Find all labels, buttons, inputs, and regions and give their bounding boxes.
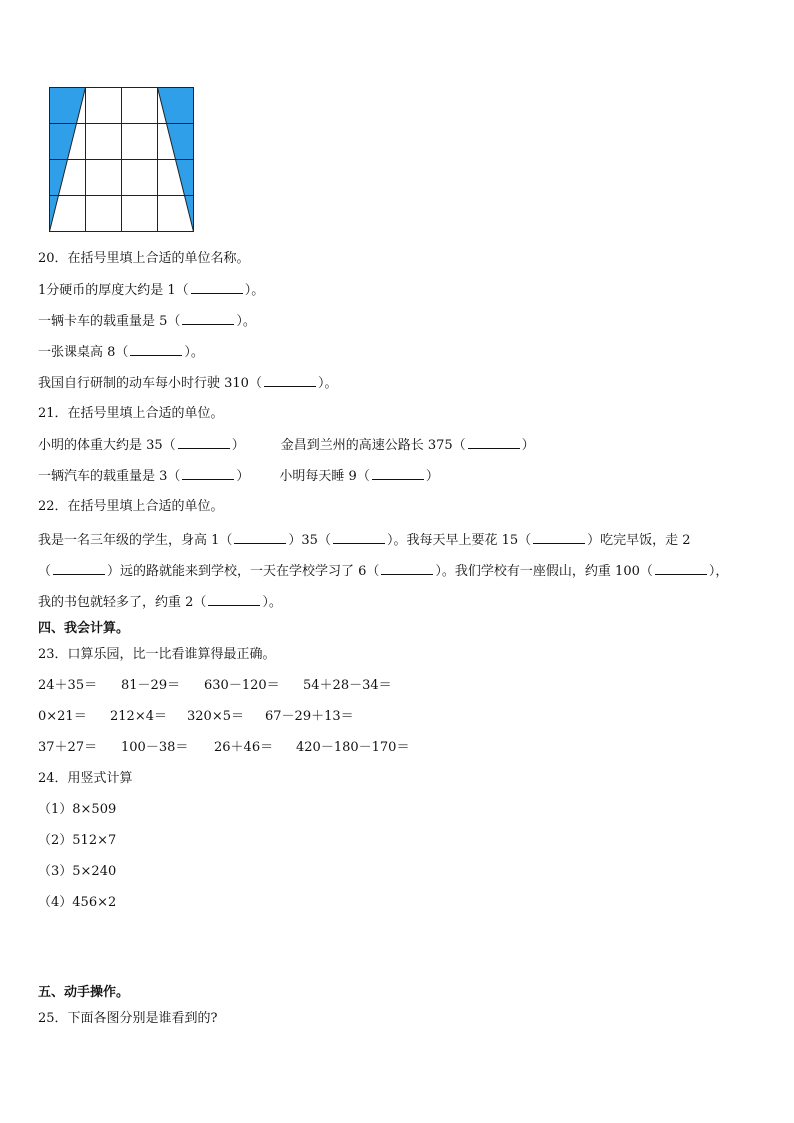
q21-title: 21．在括号里填上合适的单位。	[38, 406, 224, 421]
q23-row-2	[38, 709, 354, 725]
calc-item: 81－29＝	[121, 678, 181, 693]
q21-item-1-text: 小明的体重大约是 35（	[38, 438, 176, 453]
calc-item: 212×4＝	[110, 709, 167, 724]
q21-item-3-end: ）	[236, 469, 250, 484]
q22-text: ）远的路就能来到学校，一天在学校学习了 6（	[107, 564, 380, 579]
q20-item-3-end: ）。	[184, 345, 204, 360]
answer-blank[interactable]	[234, 532, 286, 544]
q20-item-1-text: 1分硬币的厚度大约是 1（	[38, 283, 189, 298]
q20-title: 20．在括号里填上合适的单位名称。	[38, 251, 250, 266]
calc-item: 67－29＋13＝	[265, 709, 354, 724]
q22-text: ），	[708, 564, 729, 579]
q22-text: 我的书包就轻多了，约重 2（	[38, 595, 207, 610]
section-5-heading: 五、动手操作。	[38, 985, 130, 1000]
calc-item: 24＋35＝	[38, 678, 98, 693]
calc-item: 0×21＝	[38, 709, 87, 724]
q22-text: ）。我们学校有一座假山，约重 100（	[435, 564, 653, 579]
q22-text: ）。我每天早上要花 15（	[386, 533, 532, 548]
calc-item: 630－120＝	[204, 678, 280, 693]
q21-item-3-text: 一辆汽车的载重量是 3（	[38, 469, 181, 484]
calc-item: 100－38＝	[121, 740, 189, 755]
q22-line-1	[38, 532, 691, 549]
q21-item-4-text: 小明每天睡 9（	[279, 469, 370, 484]
section-4-heading: 四、我会计算。	[38, 621, 130, 636]
q22-text: （	[38, 564, 52, 579]
calc-item: 26＋46＝	[214, 740, 274, 755]
q20-item-2	[38, 313, 256, 330]
answer-blank[interactable]	[182, 313, 234, 325]
q21-item-2-end: ）	[521, 438, 535, 453]
q20-item-1-end: ）。	[244, 283, 265, 298]
answer-blank[interactable]	[264, 375, 316, 387]
q22-text: 我是一名三年级的学生，身高 1（	[38, 533, 233, 548]
answer-blank[interactable]	[53, 563, 105, 575]
answer-blank[interactable]	[178, 437, 230, 449]
q25-title: 25．下面各图分别是谁看到的?	[38, 1011, 218, 1026]
q21-item-4-end: ）	[425, 469, 439, 484]
q20-item-3-text: 一张课桌高 8（	[38, 345, 129, 360]
answer-blank[interactable]	[655, 563, 707, 575]
q20-item-4	[38, 375, 337, 392]
q21-item-2-text: 金昌到兰州的高速公路长 375（	[280, 438, 466, 453]
calc-item: 37＋27＝	[38, 740, 98, 755]
q22-title: 22．在括号里填上合适的单位。	[38, 499, 224, 514]
q20-item-2-end: ）。	[236, 314, 256, 329]
q20-item-4-end: ）。	[317, 376, 338, 391]
q21-item-1-end: ）	[231, 438, 245, 453]
q23-row-1	[38, 678, 392, 694]
answer-blank[interactable]	[468, 437, 520, 449]
q24-item-3: （3）5×240	[38, 864, 117, 879]
answer-blank[interactable]	[381, 563, 433, 575]
answer-blank[interactable]	[191, 282, 243, 294]
q20-item-4-text: 我国自行研制的动车每小时行驶 310（	[38, 376, 262, 391]
answer-blank[interactable]	[130, 344, 182, 356]
q22-line-3	[38, 594, 282, 611]
q22-text: ）。	[262, 595, 282, 610]
q24-item-2: （2）512×7	[38, 833, 117, 848]
answer-blank[interactable]	[533, 532, 585, 544]
q24-item-1: （1）8×509	[38, 802, 117, 817]
q20-item-3	[38, 344, 204, 361]
q22-text: ）吃完早饭，走 2	[587, 533, 691, 548]
q22-line-2	[38, 563, 728, 580]
answer-blank[interactable]	[208, 594, 260, 606]
q21-row-2	[38, 468, 439, 485]
q24-item-4: （4）456×2	[38, 895, 117, 910]
grid-figure	[49, 87, 195, 233]
answer-blank[interactable]	[333, 532, 385, 544]
answer-blank[interactable]	[182, 468, 234, 480]
q20-item-2-text: 一辆卡车的载重量是 5（	[38, 314, 181, 329]
q21-row-1	[38, 437, 535, 454]
calc-item: 54＋28－34＝	[303, 678, 392, 693]
q20-item-1	[38, 282, 264, 299]
q24-title: 24．用竖式计算	[38, 771, 133, 786]
calc-item: 420－180－170＝	[296, 740, 410, 755]
calc-item: 320×5＝	[187, 709, 244, 724]
q23-title: 23．口算乐园，比一比看谁算得最正确。	[38, 647, 276, 662]
q23-row-3	[38, 740, 409, 756]
q22-text: ）35（	[288, 533, 331, 548]
answer-blank[interactable]	[372, 468, 424, 480]
